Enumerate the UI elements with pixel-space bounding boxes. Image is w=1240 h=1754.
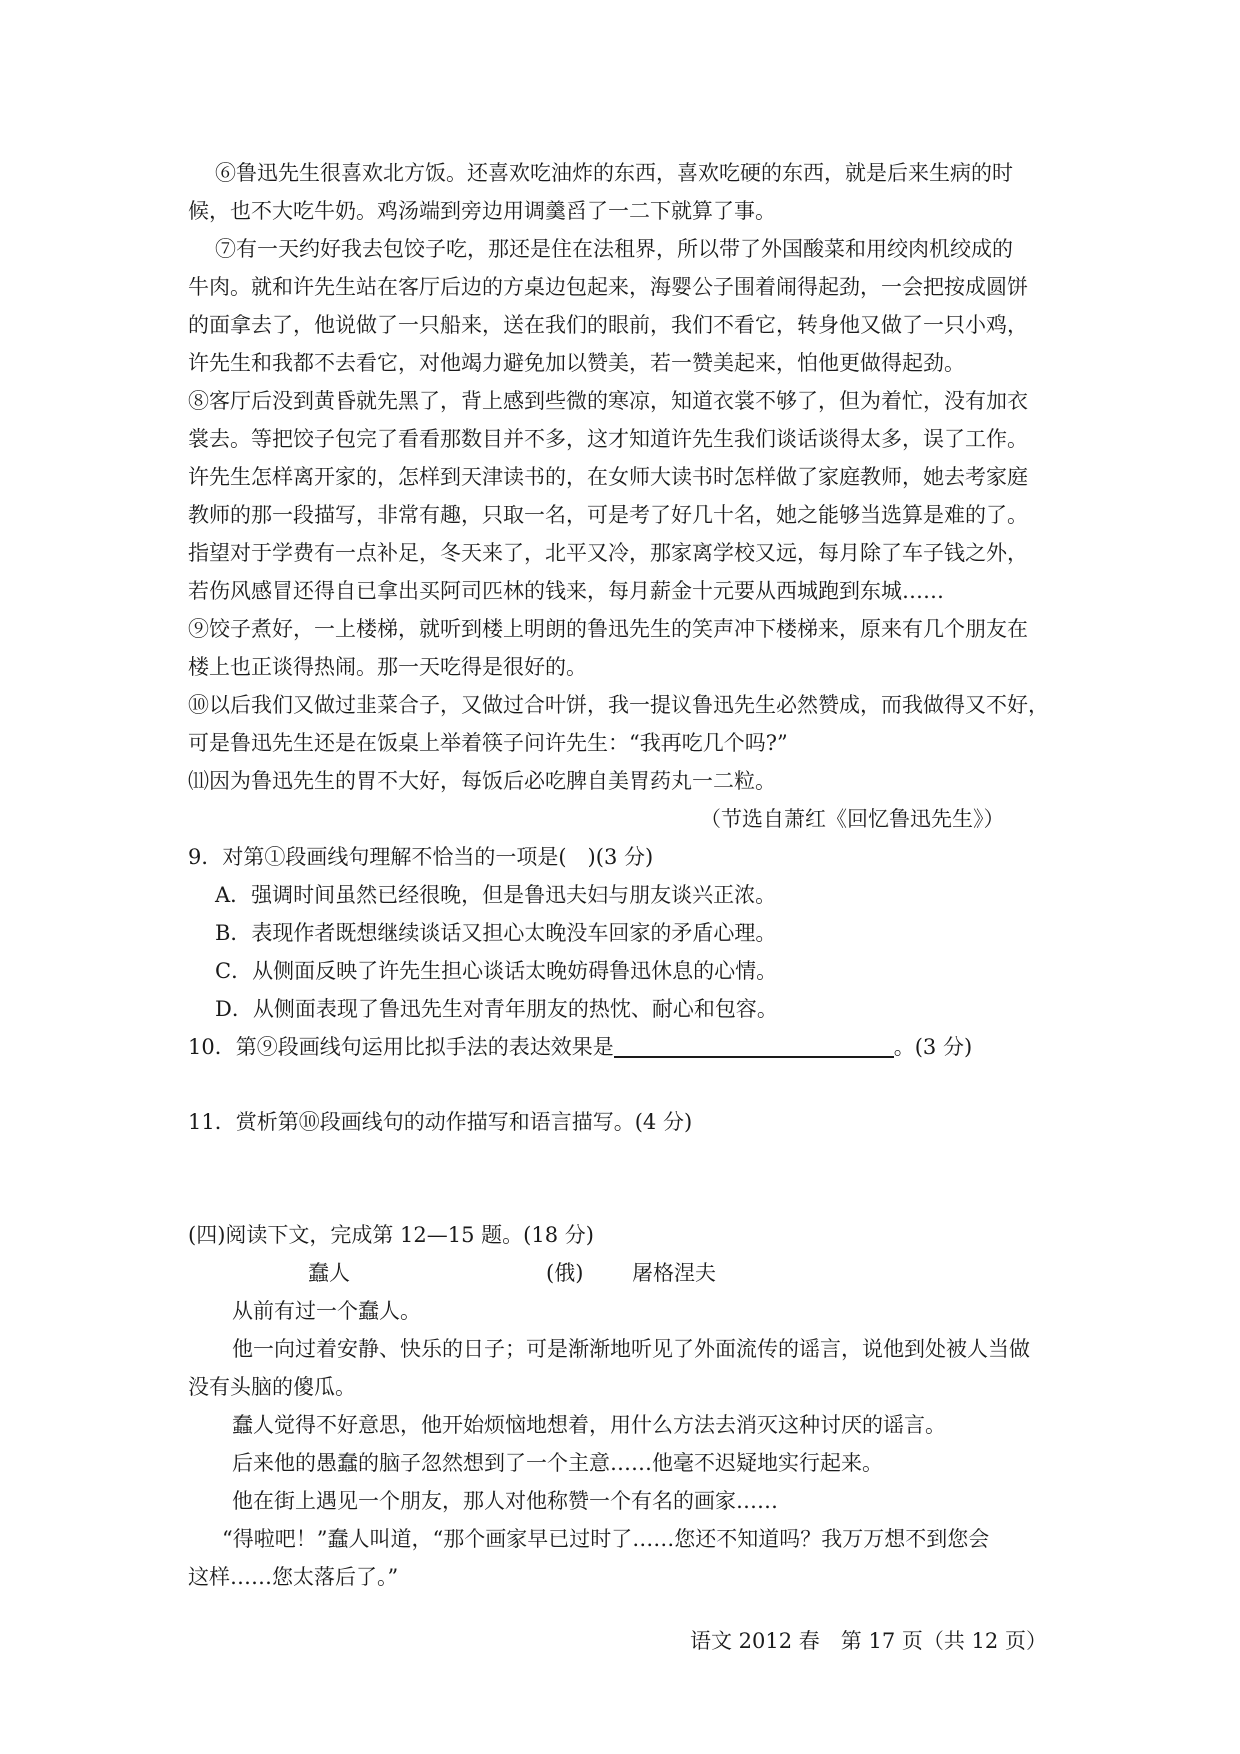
- question-9-option-a: A．强调时间虽然已经很晚，但是鲁迅夫妇与朋友谈兴正浓。: [215, 883, 777, 907]
- story-line: 他一向过着安静、快乐的日子；可是渐渐地听见了外面流传的谣言，说他到处被人当做: [232, 1337, 1030, 1361]
- author-country: (俄): [546, 1261, 584, 1285]
- paragraph-line: ⑨饺子煮好，一上楼梯，就听到楼上明朗的鲁迅先生的笑声冲下楼梯来，原来有几个朋友在: [188, 617, 1028, 641]
- paragraph-line: 裳去。等把饺子包完了看看那数目并不多，这才知道许先生我们谈话谈得太多，误了工作。: [188, 427, 1028, 451]
- paragraph-line: 指望对于学费有一点补足，冬天来了，北平又冷，那家离学校又远，每月除了车子钱之外，: [188, 541, 1028, 565]
- answer-blank[interactable]: [614, 1034, 894, 1058]
- author-name: 屠格涅夫: [632, 1261, 716, 1285]
- story-line: 这样……您太落后了。”: [188, 1565, 399, 1589]
- question-10: [188, 1032, 1068, 1062]
- story-title: 蠢人: [308, 1261, 350, 1285]
- paragraph-line: 教师的那一段描写，非常有趣，只取一名，可是考了好几十名，她之能够当选算是难的了。: [188, 503, 1028, 527]
- paragraph-line: ⑾因为鲁迅先生的胃不大好，每饭后必吃脾自美胃药丸一二粒。: [188, 769, 776, 793]
- story-line: 蠢人觉得不好意思，他开始烦恼地想着，用什么方法去消灭这种讨厌的谣言。: [232, 1413, 946, 1437]
- paragraph-line: ⑦有一天约好我去包饺子吃，那还是住在法租界，所以带了外国酸菜和用绞肉机绞成的: [215, 237, 1013, 261]
- page-footer: 语文 2012 春 第 17 页（共 12 页）: [690, 1629, 1047, 1653]
- paragraph-line: 许先生怎样离开家的，怎样到天津读书的，在女师大读书时怎样做了家庭教师，她去考家庭: [188, 465, 1028, 489]
- question-9-option-b: B．表现作者既想继续谈话又担心太晚没车回家的矛盾心理。: [215, 921, 777, 945]
- paragraph-line: 若伤风感冒还得自已拿出买阿司匹林的钱来，每月薪金十元要从西城跑到东城……: [188, 579, 944, 603]
- paragraph-line: ⑩以后我们又做过韭菜合子，又做过合叶饼，我一提议鲁迅先生必然赞成，而我做得又不好，: [188, 693, 1049, 717]
- story-line: 他在街上遇见一个朋友，那人对他称赞一个有名的画家……: [232, 1489, 778, 1513]
- question-9-option-c: C．从侧面反映了许先生担心谈话太晚妨碍鲁迅休息的心情。: [215, 959, 778, 983]
- story-line: 后来他的愚蠢的脑子忽然想到了一个主意……他毫不迟疑地实行起来。: [232, 1451, 883, 1475]
- paragraph-line: 楼上也正谈得热闹。那一天吃得是很好的。: [188, 655, 587, 679]
- story-line: 从前有过一个蠢人。: [232, 1299, 421, 1323]
- paragraph-line: 可是鲁迅先生还是在饭桌上举着筷子问许先生：“我再吃几个吗?”: [188, 731, 788, 755]
- question-9-option-d: D．从侧面表现了鲁迅先生对青年朋友的热忱、耐心和包容。: [215, 997, 778, 1021]
- question-11: 11．赏析第⑩段画线句的动作描写和语言描写。(4 分): [188, 1110, 693, 1134]
- story-line: 没有头脑的傻瓜。: [188, 1375, 356, 1399]
- section-heading: (四)阅读下文，完成第 12—15 题。(18 分): [188, 1223, 594, 1247]
- paragraph-line: ⑧客厅后没到黄昏就先黑了，背上感到些微的寒凉，知道衣裳不够了，但为着忙，没有加衣: [188, 389, 1028, 413]
- paragraph-line: 候，也不大吃牛奶。鸡汤端到旁边用调羹舀了一二下就算了事。: [188, 199, 776, 223]
- question-9-stem: 9．对第①段画线句理解不恰当的一项是( )(3 分): [188, 845, 654, 869]
- source-citation: （节选自萧红《回忆鲁迅先生》）: [700, 807, 1005, 831]
- question-10-score: 。(3 分): [893, 1035, 973, 1059]
- question-10-text: 10．第⑨段画线句运用比拟手法的表达效果是: [188, 1035, 614, 1059]
- paragraph-line: 的面拿去了，他说做了一只船来，送在我们的眼前，我们不看它，转身他又做了一只小鸡，: [188, 313, 1028, 337]
- paragraph-line: ⑥鲁迅先生很喜欢北方饭。还喜欢吃油炸的东西，喜欢吃硬的东西，就是后来生病的时: [215, 161, 1013, 185]
- paragraph-line: 牛肉。就和许先生站在客厅后边的方桌边包起来，海婴公子围着闹得起劲，一会把按成圆饼: [188, 275, 1028, 299]
- paragraph-line: 许先生和我都不去看它，对他竭力避免加以赞美，若一赞美起来，怕他更做得起劲。: [188, 351, 965, 375]
- story-line: “得啦吧！”蠢人叫道，“那个画家早已过时了……您还不知道吗？我万万想不到您会: [222, 1527, 990, 1551]
